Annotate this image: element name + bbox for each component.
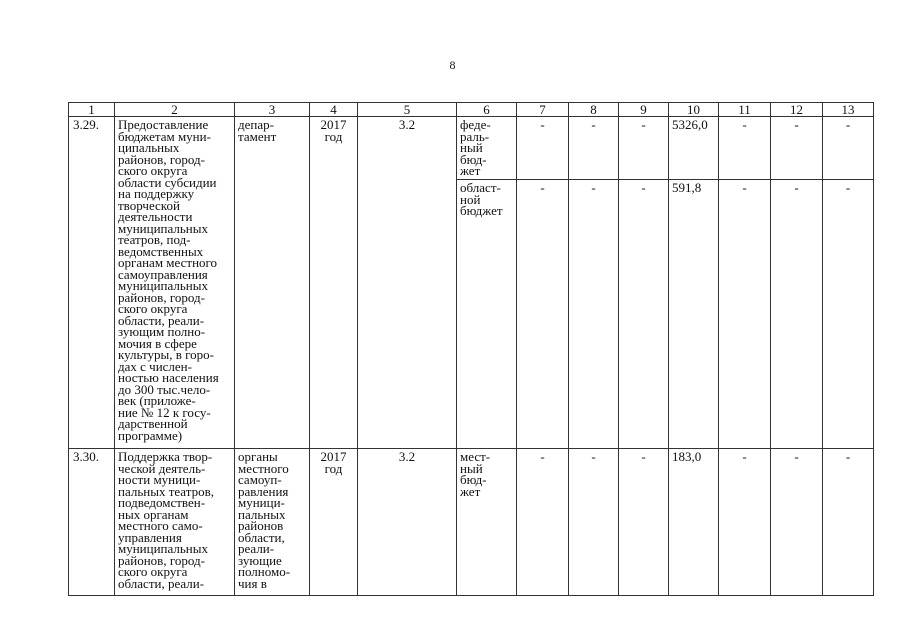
- header-cell: 12: [771, 103, 823, 117]
- value-cell: -: [719, 117, 771, 180]
- value-cell: -: [823, 449, 874, 596]
- value-cell: -: [517, 180, 569, 449]
- header-cell: 9: [619, 103, 669, 117]
- table-row: [69, 117, 874, 180]
- measure-description: [115, 449, 235, 596]
- value-cell: -: [771, 117, 823, 180]
- header-cell: 3: [235, 103, 310, 117]
- value-cell: -: [517, 449, 569, 596]
- header-cell: 11: [719, 103, 771, 117]
- header-cell: 10: [669, 103, 719, 117]
- value-cell: -: [823, 180, 874, 449]
- year: 2017 год: [310, 449, 358, 596]
- header-cell: 1: [69, 103, 115, 117]
- value-cell: -: [719, 180, 771, 449]
- amount-cell: 183,0: [669, 449, 719, 596]
- program-table: [68, 102, 874, 596]
- value-cell: -: [771, 180, 823, 449]
- funding-source: област- ной бюджет: [457, 180, 517, 449]
- header-cell: 4: [310, 103, 358, 117]
- page-number: 8: [449, 58, 456, 72]
- value-cell: -: [823, 117, 874, 180]
- executor: депар- тамент: [235, 117, 310, 449]
- amount-cell: 591,8: [669, 180, 719, 449]
- row-number: 3.29.: [69, 117, 115, 449]
- value-cell: -: [619, 180, 669, 449]
- value-cell: -: [771, 449, 823, 596]
- value-cell: -: [517, 117, 569, 180]
- header-cell: 5: [358, 103, 457, 117]
- amount-cell: 5326,0: [669, 117, 719, 180]
- value-cell: -: [569, 117, 619, 180]
- header-cell: 13: [823, 103, 874, 117]
- year: 2017 год: [310, 117, 358, 449]
- executor: [235, 449, 310, 596]
- row-number: 3.30.: [69, 449, 115, 596]
- value-cell: -: [619, 449, 669, 596]
- header-cell: 2: [115, 103, 235, 117]
- executor-text: органы местного самоуп- равления муници- пальных районов области, реали- зующие полномо- чия в: [238, 449, 291, 591]
- value-cell: -: [719, 449, 771, 596]
- measure-description-text: Поддержка твор- ческой деятель- ности муници- пальных театров, подведомствен- ных органам местного само- управления муниципальных районов, город- ского округа области, реали-: [118, 449, 214, 591]
- funding-source: мест- ный бюд- жет: [457, 449, 517, 596]
- value-cell: -: [619, 117, 669, 180]
- value-cell: -: [569, 449, 619, 596]
- header-cell: 8: [569, 103, 619, 117]
- funding-source: феде- раль- ный бюд- жет: [457, 117, 517, 180]
- code: 3.2: [358, 449, 457, 596]
- value-cell: -: [569, 180, 619, 449]
- code: 3.2: [358, 117, 457, 449]
- header-cell: 7: [517, 103, 569, 117]
- header-cell: 6: [457, 103, 517, 117]
- measure-description: Предоставление бюджетам муни- ципальных районов, город- ского округа области субсидии на поддержку творческой деятельности муниципальных театров, под- ведомственных органам местного самоуправления муниципальных районов, город- ского округа области, реали- зующим полно- мочия в сфере культуры, в горо- дах с числен- ностью населения до 300 тыс.чело- век (приложе- ние № 12 к госу- дарственной программе): [115, 117, 235, 449]
- header-row: [69, 103, 874, 117]
- table-row: [69, 449, 874, 596]
